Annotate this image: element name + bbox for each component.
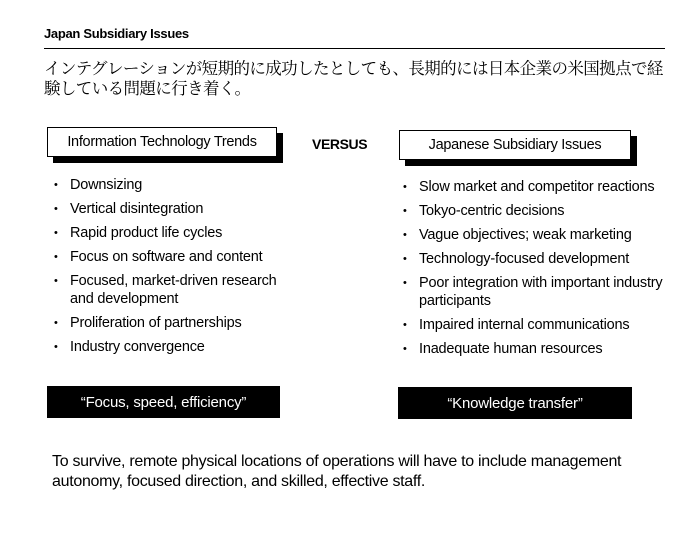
it-trends-list bbox=[54, 176, 294, 362]
conclusion-text: To survive, remote physical locations of operations will have to include management autonomy, focused direction, and skilled, effective staff. bbox=[52, 453, 622, 490]
versus-label: VERSUS bbox=[312, 136, 368, 152]
it-trends-heading: Information Technology Trends bbox=[47, 127, 277, 157]
list-item: • Rapid product life cycles bbox=[54, 224, 294, 242]
list-item: • Slow market and competitor reactions bbox=[403, 178, 663, 196]
list-item: • Inadequate human resources bbox=[403, 340, 663, 358]
header-divider bbox=[44, 48, 665, 49]
list-item: • Technology-focused development bbox=[403, 250, 663, 268]
subsidiary-issues-heading: Japanese Subsidiary Issues bbox=[399, 130, 631, 160]
japanese-subtitle: インテグレーションが短期的に成功したとしても、長期的には日本企業の米国拠点で経験している問題に行き着く。 bbox=[44, 59, 663, 98]
it-trends-motto: “Focus, speed, efficiency” bbox=[47, 386, 280, 418]
list-item: • Downsizing bbox=[54, 176, 294, 194]
list-item: • Industry convergence bbox=[54, 338, 294, 356]
list-item: • Proliferation of partnerships bbox=[54, 314, 294, 332]
list-item: • Impaired internal communications bbox=[403, 316, 663, 334]
list-item: • Focus on software and content bbox=[54, 248, 294, 266]
page-title: Japan Subsidiary Issues bbox=[44, 26, 189, 41]
list-item: • Focused, market-driven research and development bbox=[54, 272, 294, 308]
list-item: • Vague objectives; weak marketing bbox=[403, 226, 663, 244]
list-item: • Vertical disintegration bbox=[54, 200, 294, 218]
subsidiary-issues-motto: “Knowledge transfer” bbox=[398, 387, 632, 419]
list-item: • Tokyo-centric decisions bbox=[403, 202, 663, 220]
list-item: • Poor integration with important industry participants bbox=[403, 274, 663, 310]
subsidiary-issues-list bbox=[403, 178, 663, 364]
